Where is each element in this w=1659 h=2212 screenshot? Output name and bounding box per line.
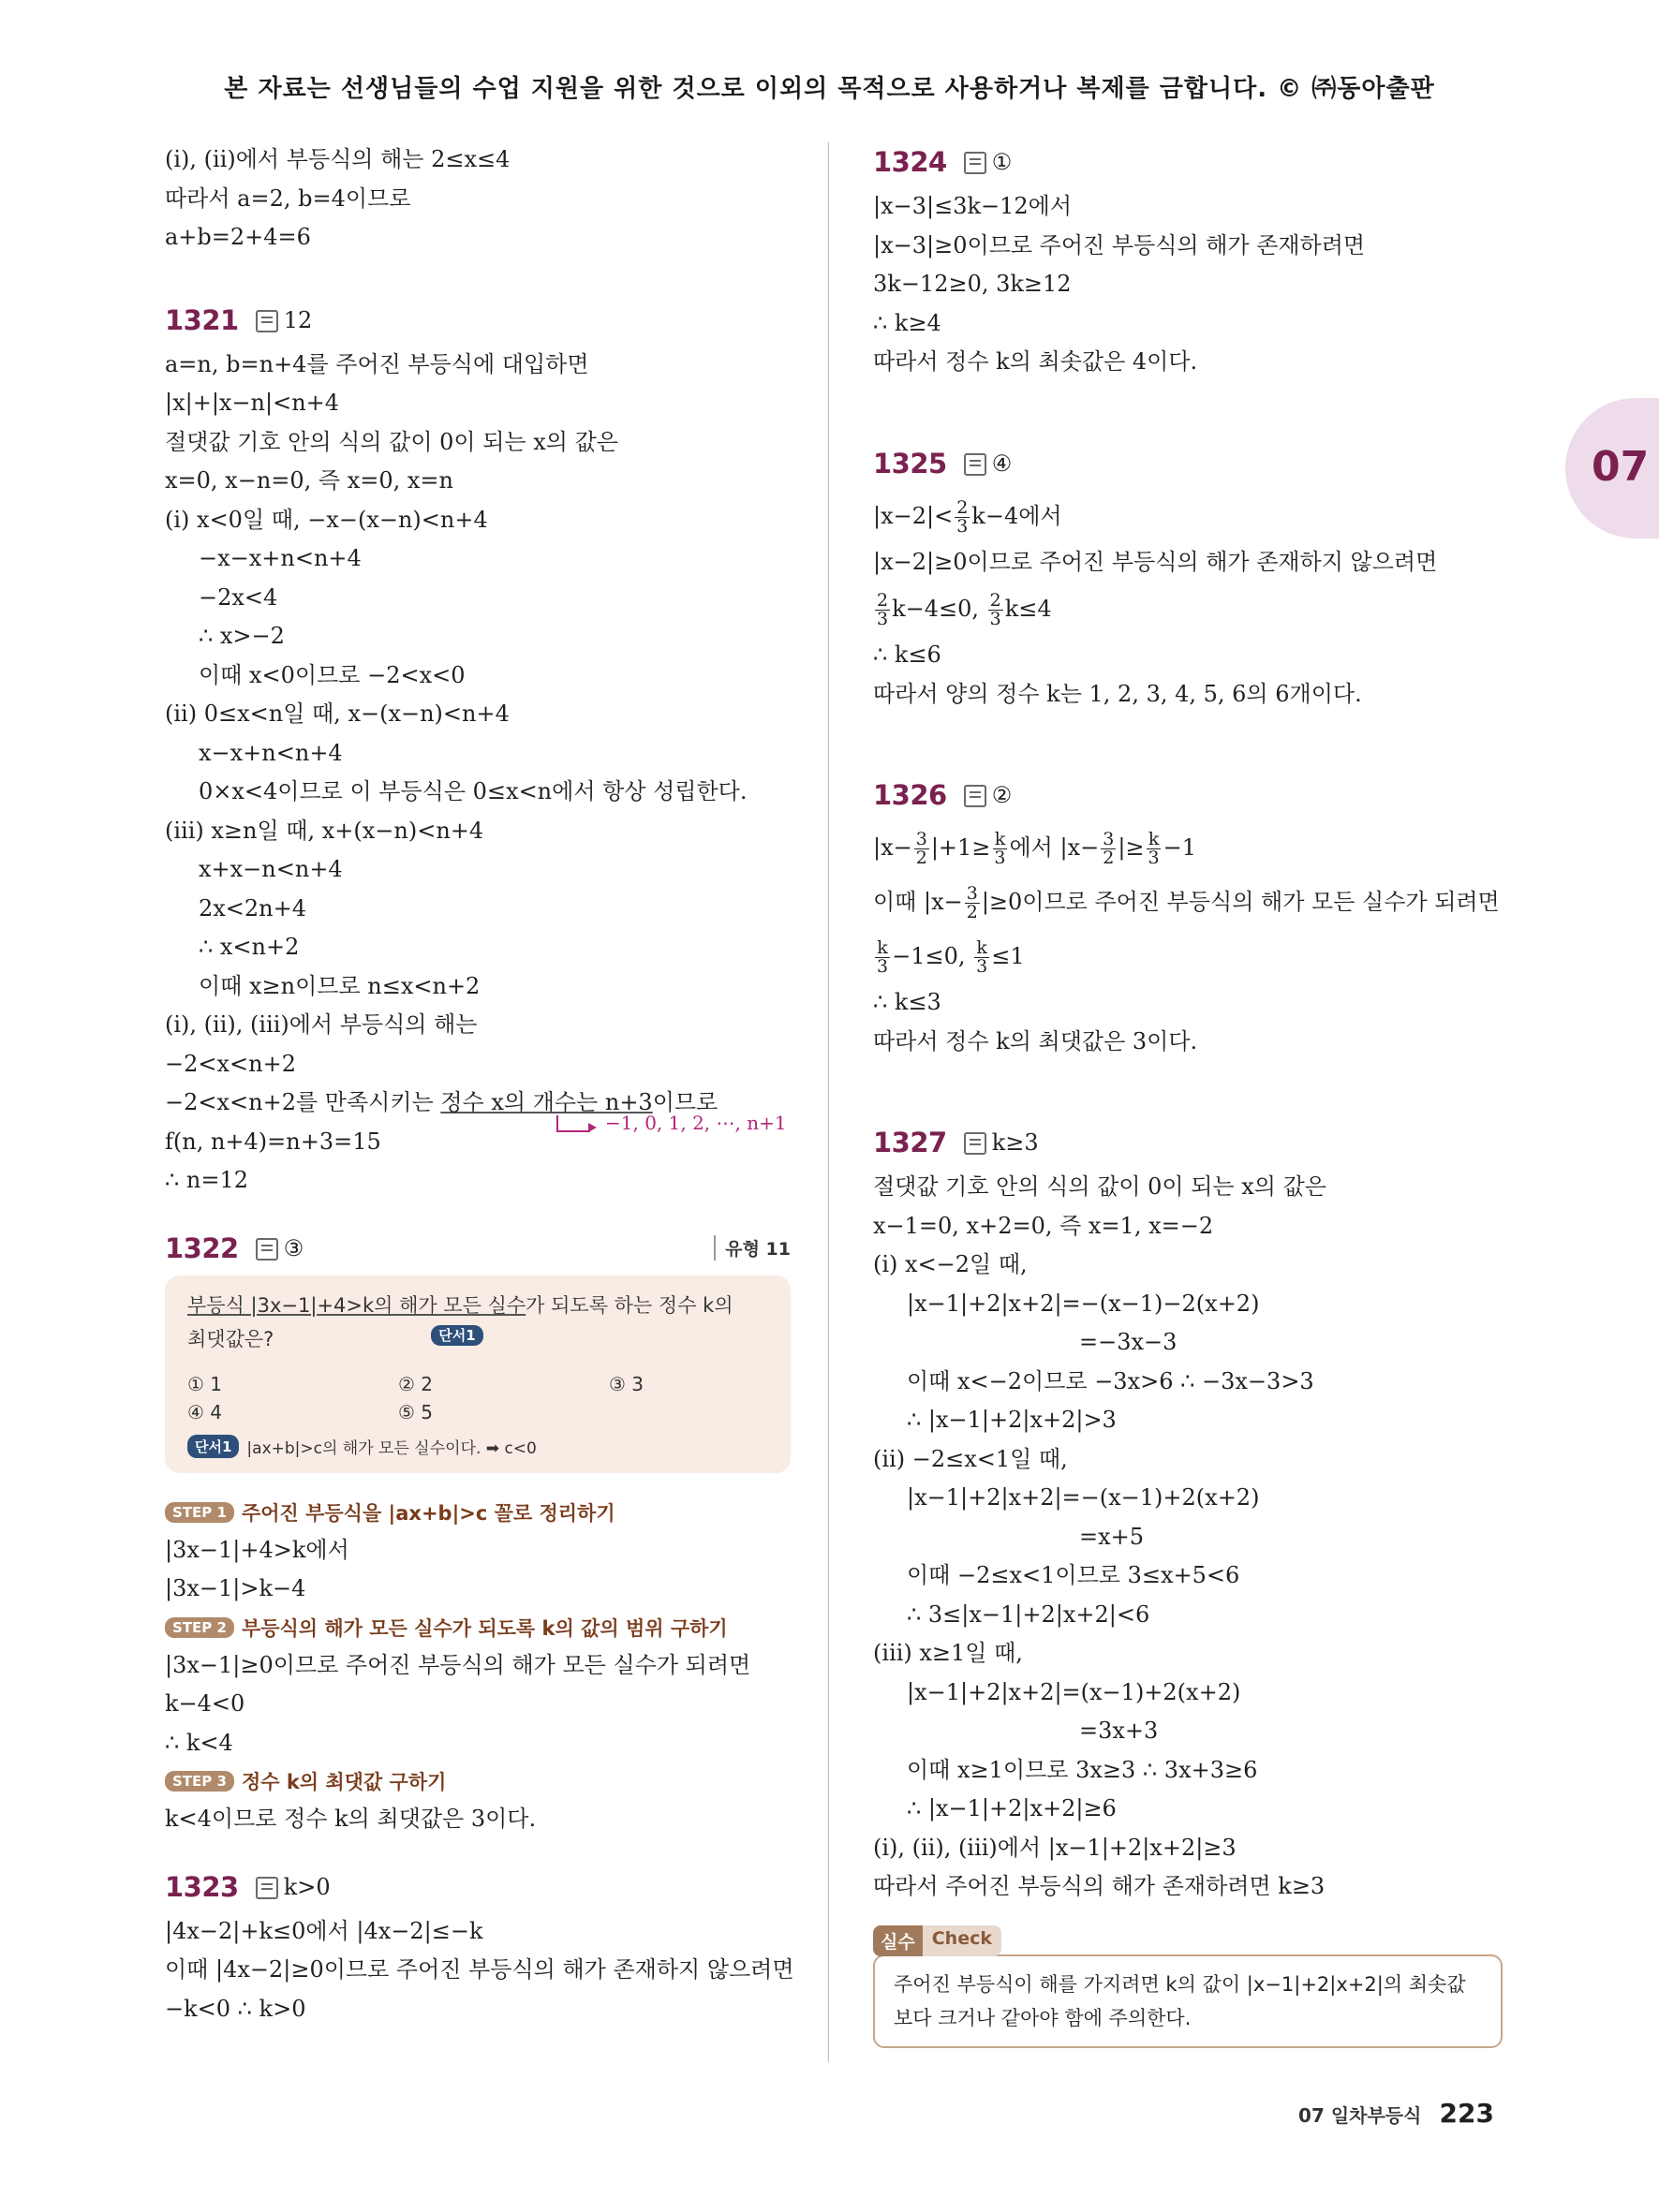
text-segment: k−4≤0, [892, 596, 986, 622]
step-title: 정수 k의 최댓값 구하기 [241, 1771, 447, 1793]
text-line: =−3x−3 [1079, 1329, 1178, 1355]
text-line: 이때 −2≤x<1이므로 3≤x+5<6 [907, 1562, 1240, 1588]
annotation-bracket [556, 1115, 590, 1132]
type-tag: 유형 11 [714, 1235, 791, 1261]
underlined-text: 부등식 |3x−1|+4>k의 해가 모든 실수 [187, 1293, 526, 1317]
check-tag-title: Check [923, 1925, 1001, 1956]
text-line: =3x+3 [1079, 1718, 1159, 1744]
text-line: (ⅲ) x≥1일 때, [873, 1640, 1023, 1666]
denominator: 3 [877, 609, 889, 629]
text-segment: ≤1 [991, 943, 1025, 969]
check-tag [873, 1925, 1001, 1956]
fraction [875, 939, 890, 976]
problem-1321 [165, 299, 791, 1201]
text-line: k<4이므로 정수 k의 최댓값은 3이다. [165, 1806, 537, 1832]
text-line: ∴ k<4 [165, 1729, 233, 1756]
fraction [992, 831, 1007, 867]
problem-number: 1323 [165, 1870, 239, 1903]
answer-value: 12 [283, 306, 313, 333]
text-line [873, 820, 1503, 875]
step-badge: STEP 2 [165, 1617, 234, 1638]
column-divider [828, 142, 829, 2062]
text-line: −k<0 ∴ k>0 [165, 1995, 306, 2022]
left-column [165, 140, 794, 2028]
text-line: a+b=2+4=6 [165, 224, 311, 250]
text-line: x−x+n<n+4 [199, 739, 343, 766]
text-segment: |≥ [1118, 834, 1145, 861]
text-line: 절댓값 기호 안의 식의 값이 0이 되는 x의 값은 [873, 1173, 1326, 1200]
choice: ③ 3 [609, 1372, 644, 1395]
text-line: ∴ k≤3 [873, 989, 941, 1015]
text-line: 0×x<4이므로 이 부등식은 0≤x<n에서 항상 성립한다. [199, 778, 748, 804]
text-line: (ⅱ) 0≤x<n일 때, x−(x−n)<n+4 [165, 700, 510, 727]
text-line: ∴ k≤6 [873, 641, 941, 668]
page-number: 223 [1439, 2098, 1494, 2129]
text-line: |3x−1|+4>k에서 [165, 1536, 349, 1563]
text-line: |x−3|≥0이므로 주어진 부등식의 해가 존재하려면 [873, 231, 1366, 258]
problem-header [165, 1227, 791, 1270]
text-segment: |x−2|< [873, 502, 954, 529]
choice: ① 1 [187, 1372, 223, 1395]
denominator: 3 [989, 609, 1001, 629]
underlined-text: 정수 x의 개수는 n+3 [440, 1089, 653, 1115]
problem-1324 [873, 140, 1503, 382]
text-line: |x−3|≤3k−12에서 [873, 193, 1073, 219]
text-segment: 이므로 [652, 1089, 718, 1115]
numerator: 3 [915, 829, 927, 849]
text-segment: 최댓값은? [187, 1327, 274, 1350]
text-segment: 가 되도록 하는 정수 k의 [526, 1293, 733, 1317]
problem-number: 1326 [873, 779, 947, 811]
fraction [875, 592, 890, 628]
annotation-text: −1, 0, 1, 2, ⋯, n+1 [605, 1111, 787, 1134]
text-line: 절댓값 기호 안의 식의 값이 0이 되는 x의 값은 [165, 428, 618, 455]
hint-badge: 단서1 [187, 1435, 239, 1458]
text-line: ∴ x>−2 [199, 623, 285, 649]
denominator: 3 [956, 515, 969, 537]
text-line: 이때 x≥n이므로 n≤x<n+2 [199, 972, 481, 999]
copyright-notice: 본 자료는 선생님들의 수업 지원을 위한 것으로 이외의 목적으로 사용하거나 복제를 금합니다. © ㈜동아출판 [224, 75, 1435, 103]
text-line: ∴ |x−1|+2|x+2|≥6 [907, 1795, 1117, 1821]
problem-1327 [873, 1121, 1503, 2048]
numerator: 3 [1103, 829, 1115, 849]
problem-header [873, 140, 1503, 184]
text-line: 따라서 정수 k의 최솟값은 4이다. [873, 348, 1198, 375]
answer-value: ② [991, 782, 1013, 808]
answer-icon [964, 453, 986, 476]
text-segment: k−4에서 [971, 502, 1062, 529]
text-segment: k≤4 [1004, 596, 1052, 622]
fraction [988, 592, 1003, 628]
check-text: 주어진 부등식이 해를 가지려면 k의 값이 |x−1|+2|x+2|의 최솟값 보다 크거나 같아야 함에 주의한다. [873, 1954, 1503, 2048]
text-line: −2x<4 [199, 583, 278, 611]
text-line: 3k−12≥0, 3k≥12 [873, 271, 1072, 297]
numerator: k [994, 829, 1006, 849]
step-badge: STEP 3 [165, 1771, 234, 1792]
text-line: |x−1|+2|x+2|=−(x−1)−2(x+2) [907, 1290, 1260, 1317]
arrow-icon [588, 1123, 597, 1132]
fraction [965, 885, 980, 922]
text-line: =x+5 [1079, 1523, 1145, 1550]
text-segment: |x− [873, 834, 912, 861]
problem-number: 1325 [873, 447, 947, 479]
numerator: 2 [989, 590, 1001, 611]
numerator: 3 [966, 883, 978, 904]
problem-number: 1322 [165, 1231, 239, 1264]
denominator: 3 [877, 956, 889, 977]
problem-1323 [165, 1865, 794, 2029]
text-line: 이때 x<−2이므로 −3x>6 ∴ −3x−3>3 [907, 1367, 1314, 1394]
hint-text: |ax+b|>c의 해가 모든 실수이다. ➡ c<0 [246, 1438, 537, 1458]
answer-icon [964, 152, 986, 174]
text-line: |4x−2|+k≤0에서 |4x−2|≤−k [165, 1917, 483, 1944]
answer-icon [256, 1877, 278, 1899]
step-title: 주어진 부등식을 |ax+b|>c 꼴로 정리하기 [241, 1501, 615, 1525]
answer-value: ① [991, 149, 1013, 175]
step-badge: STEP 1 [165, 1502, 234, 1523]
fraction [955, 496, 970, 537]
problem-number: 1324 [873, 146, 947, 178]
question-text [187, 1289, 768, 1322]
text-line: a=n, b=n+4를 주어진 부등식에 대입하면 [165, 350, 589, 377]
text-line: ∴ |x−1|+2|x+2|>3 [907, 1407, 1117, 1433]
text-line [873, 582, 1503, 636]
step-heading [165, 1494, 791, 1531]
problem-header [165, 1865, 791, 1909]
text-segment: 이때 |x− [873, 889, 963, 915]
text-segment: −1 [1163, 834, 1197, 861]
text-line: |x−1|+2|x+2|=−(x−1)+2(x+2) [907, 1484, 1260, 1511]
check-tag-label: 실수 [873, 1925, 923, 1956]
text-line: x+x−n<n+4 [199, 856, 343, 882]
answer-value: k≥3 [991, 1129, 1039, 1156]
answer-icon [256, 310, 278, 332]
problem-header [873, 774, 1503, 817]
text-line: (ⅰ), (ⅱ), (ⅲ)에서 |x−1|+2|x+2|≥3 [873, 1834, 1237, 1861]
step-title: 부등식의 해가 모든 실수가 되도록 k의 값의 범위 구하기 [241, 1616, 728, 1640]
answer-icon [964, 785, 986, 807]
text-line: (ⅰ), (ⅱ)에서 부등식의 해는 2≤x≤4 [165, 146, 511, 172]
text-line: 따라서 정수 k의 최댓값은 3이다. [873, 1027, 1198, 1054]
text-line [873, 489, 1503, 543]
text-line [873, 875, 1503, 929]
answer-value: ③ [283, 1234, 304, 1261]
fraction [1147, 831, 1162, 867]
text-line: f(n, n+4)=n+3=15 [165, 1128, 381, 1155]
text-line: |3x−1|>k−4 [165, 1575, 306, 1601]
problem-header [873, 442, 1503, 485]
denominator: 3 [1148, 848, 1160, 868]
text-line: 이때 |4x−2|≥0이므로 주어진 부등식의 해가 존재하지 않으려면 [165, 1956, 794, 1983]
text-line: x=0, x−n=0, 즉 x=0, x=n [165, 467, 453, 494]
text-line: ∴ n=12 [165, 1167, 249, 1193]
text-line: 따라서 주어진 부등식의 해가 존재하려면 k≥3 [873, 1873, 1326, 1899]
denominator: 3 [994, 848, 1006, 868]
choices [187, 1373, 768, 1423]
text-line: (ⅱ) −2≤x<1일 때, [873, 1445, 1068, 1472]
text-line: |x|+|x−n|<n+4 [165, 390, 340, 416]
check-note [873, 1925, 1503, 2048]
problem-header [873, 1121, 1503, 1164]
question-box [165, 1276, 791, 1473]
fraction [914, 831, 929, 867]
denominator: 2 [966, 902, 978, 922]
text-line: 따라서 a=2, b=4이므로 [165, 184, 411, 212]
text-segment: |≥0이므로 주어진 부등식의 해가 모든 실수가 되려면 [981, 889, 1500, 915]
text-line: k−4<0 [165, 1690, 245, 1717]
choice: ② 2 [398, 1372, 434, 1395]
text-line: (ⅰ), (ⅱ), (ⅲ)에서 부등식의 해는 [165, 1011, 478, 1038]
numerator: k [877, 937, 888, 958]
problem-header [165, 299, 791, 342]
denominator: 2 [1103, 848, 1115, 868]
text-line: ∴ k≥4 [873, 309, 941, 336]
problem-1325 [873, 442, 1503, 715]
text-line: 이때 x≥1이므로 3x≥3 ∴ 3x+3≥6 [907, 1756, 1258, 1783]
text-line: |3x−1|≥0이므로 주어진 부등식의 해가 모든 실수가 되려면 [165, 1651, 751, 1678]
text-line [873, 929, 1503, 983]
text-segment: −1≤0, [892, 943, 973, 969]
text-segment: −2<x<n+2를 만족시키는 [165, 1089, 441, 1115]
problem-number: 1327 [873, 1127, 947, 1158]
right-column [873, 140, 1503, 2048]
problem-number: 1321 [165, 303, 239, 336]
hint-row [187, 1435, 768, 1458]
text-line: (ⅰ) x<0일 때, −x−(x−n)<n+4 [165, 506, 488, 533]
text-line: |x−1|+2|x+2|=(x−1)+2(x+2) [907, 1678, 1241, 1705]
text-segment: 에서 |x− [1009, 834, 1100, 861]
fraction [1101, 831, 1116, 867]
text-line: (ⅲ) x≥n일 때, x+(x−n)<n+4 [165, 817, 484, 844]
answer-icon [256, 1238, 278, 1261]
text-line: −2<x<n+2 [165, 1050, 296, 1077]
choice: ④ 4 [187, 1400, 223, 1423]
text-line: ∴ 3≤|x−1|+2|x+2|<6 [907, 1600, 1150, 1628]
answer-icon [964, 1132, 986, 1155]
text-line: ∴ x<n+2 [199, 934, 300, 960]
step-heading [165, 1762, 791, 1800]
numerator: k [1148, 829, 1160, 849]
numerator: 2 [877, 590, 889, 611]
hint-badge: 단서1 [431, 1325, 482, 1346]
chapter-tab-label: 07 [1592, 443, 1650, 491]
step-heading [165, 1609, 791, 1646]
text-segment: |+1≥ [930, 834, 991, 861]
question-text [187, 1322, 768, 1358]
numerator: k [976, 937, 987, 958]
page-footer [1298, 2098, 1494, 2129]
text-line: −x−x+n<n+4 [199, 545, 362, 571]
answer-value: k>0 [283, 1873, 331, 1900]
text-line: 따라서 양의 정수 k는 1, 2, 3, 4, 5, 6의 6개이다. [873, 680, 1362, 707]
denominator: 3 [976, 956, 988, 977]
text-line: 이때 x<0이므로 −2<x<0 [199, 661, 466, 688]
text-line: 2x<2n+4 [199, 894, 307, 922]
chapter-label: 07 일차부등식 [1298, 2104, 1422, 2127]
text-line: x−1=0, x+2=0, 즉 x=1, x=−2 [873, 1212, 1214, 1239]
problem-1322 [165, 1227, 791, 1839]
numerator: 2 [956, 496, 969, 518]
text-line: (ⅰ) x<−2일 때, [873, 1251, 1028, 1277]
answer-value: ④ [991, 450, 1013, 477]
text-line: |x−2|≥0이므로 주어진 부등식의 해가 존재하지 않으려면 [873, 548, 1438, 575]
choice: ⑤ 5 [398, 1400, 434, 1423]
chapter-side-tab [1565, 398, 1659, 538]
problem-1326 [873, 774, 1503, 1061]
fraction [974, 939, 989, 976]
denominator: 2 [915, 848, 927, 868]
